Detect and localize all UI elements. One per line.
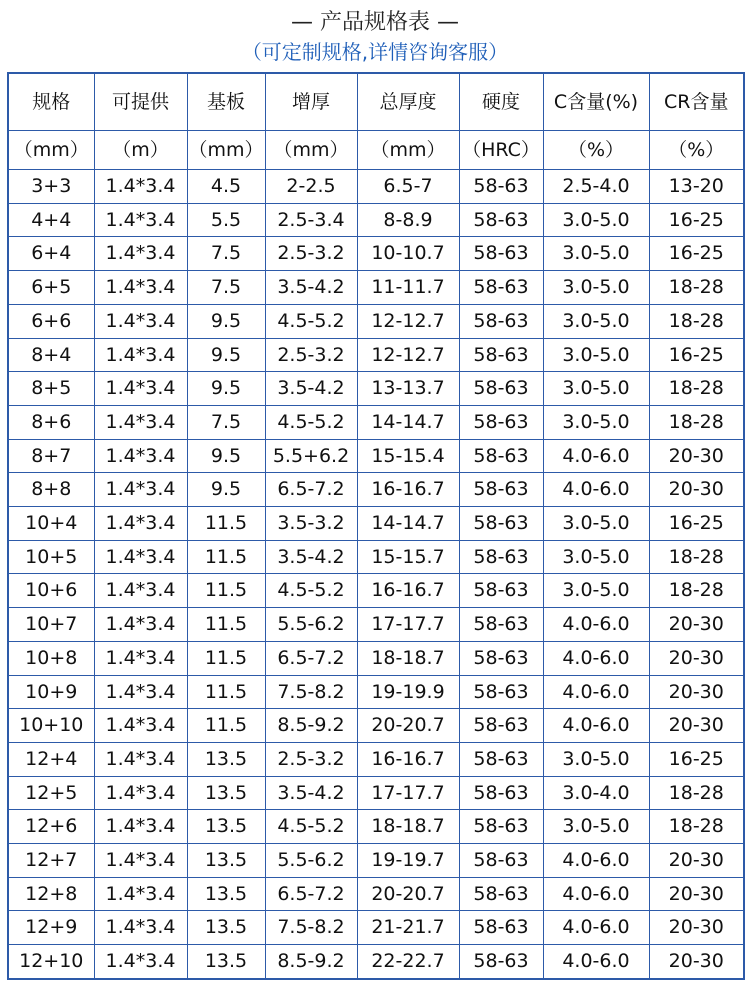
column-header-base-plate: 基板 xyxy=(187,73,265,131)
cell-chromium: 20-30 xyxy=(649,641,744,675)
cell-overlay: 4.5-5.2 xyxy=(265,810,357,844)
cell-total-thickness: 19-19.9 xyxy=(357,675,459,709)
cell-base-plate: 9.5 xyxy=(187,473,265,507)
cell-available: 1.4*3.4 xyxy=(94,810,187,844)
cell-total-thickness: 10-10.7 xyxy=(357,237,459,271)
cell-base-plate: 7.5 xyxy=(187,405,265,439)
cell-total-thickness: 16-16.7 xyxy=(357,574,459,608)
cell-overlay: 4.5-5.2 xyxy=(265,574,357,608)
cell-base-plate: 9.5 xyxy=(187,338,265,372)
cell-available: 1.4*3.4 xyxy=(94,709,187,743)
cell-available: 1.4*3.4 xyxy=(94,574,187,608)
cell-spec: 8+5 xyxy=(8,372,94,406)
cell-hardness: 58-63 xyxy=(459,844,543,878)
cell-hardness: 58-63 xyxy=(459,540,543,574)
cell-hardness: 58-63 xyxy=(459,170,543,204)
table-row xyxy=(8,844,744,878)
cell-available: 1.4*3.4 xyxy=(94,608,187,642)
cell-chromium: 16-25 xyxy=(649,237,744,271)
cell-chromium: 13-20 xyxy=(649,170,744,204)
cell-chromium: 16-25 xyxy=(649,338,744,372)
cell-hardness: 58-63 xyxy=(459,439,543,473)
unit-chromium: （%） xyxy=(649,131,744,170)
cell-chromium: 18-28 xyxy=(649,304,744,338)
cell-chromium: 16-25 xyxy=(649,203,744,237)
cell-carbon: 3.0-5.0 xyxy=(543,304,649,338)
cell-total-thickness: 15-15.4 xyxy=(357,439,459,473)
cell-carbon: 3.0-5.0 xyxy=(543,372,649,406)
cell-hardness: 58-63 xyxy=(459,810,543,844)
cell-spec: 6+4 xyxy=(8,237,94,271)
cell-overlay: 8.5-9.2 xyxy=(265,945,357,979)
cell-spec: 12+6 xyxy=(8,810,94,844)
cell-hardness: 58-63 xyxy=(459,304,543,338)
cell-carbon: 4.0-6.0 xyxy=(543,945,649,979)
cell-spec: 10+4 xyxy=(8,507,94,541)
cell-total-thickness: 13-13.7 xyxy=(357,372,459,406)
unit-base-plate: （mm） xyxy=(187,131,265,170)
cell-spec: 6+6 xyxy=(8,304,94,338)
cell-chromium: 18-28 xyxy=(649,405,744,439)
cell-spec: 6+5 xyxy=(8,271,94,305)
cell-available: 1.4*3.4 xyxy=(94,507,187,541)
table-row xyxy=(8,540,744,574)
cell-spec: 12+7 xyxy=(8,844,94,878)
column-header-total-thickness: 总厚度 xyxy=(357,73,459,131)
cell-carbon: 4.0-6.0 xyxy=(543,439,649,473)
cell-available: 1.4*3.4 xyxy=(94,675,187,709)
cell-overlay: 6.5-7.2 xyxy=(265,473,357,507)
cell-overlay: 2.5-3.2 xyxy=(265,742,357,776)
cell-available: 1.4*3.4 xyxy=(94,877,187,911)
cell-carbon: 4.0-6.0 xyxy=(543,877,649,911)
table-row xyxy=(8,338,744,372)
cell-carbon: 3.0-5.0 xyxy=(543,203,649,237)
cell-base-plate: 11.5 xyxy=(187,641,265,675)
unit-overlay: （mm） xyxy=(265,131,357,170)
cell-total-thickness: 12-12.7 xyxy=(357,338,459,372)
cell-base-plate: 13.5 xyxy=(187,911,265,945)
cell-hardness: 58-63 xyxy=(459,911,543,945)
cell-spec: 12+9 xyxy=(8,911,94,945)
spec-table-body xyxy=(8,170,744,979)
cell-total-thickness: 6.5-7 xyxy=(357,170,459,204)
cell-spec: 10+7 xyxy=(8,608,94,642)
cell-available: 1.4*3.4 xyxy=(94,945,187,979)
table-row xyxy=(8,608,744,642)
column-header-spec: 规格 xyxy=(8,73,94,131)
table-row xyxy=(8,170,744,204)
cell-available: 1.4*3.4 xyxy=(94,170,187,204)
cell-hardness: 58-63 xyxy=(459,237,543,271)
column-header-available: 可提供 xyxy=(94,73,187,131)
cell-chromium: 20-30 xyxy=(649,877,744,911)
table-row xyxy=(8,304,744,338)
cell-carbon: 3.0-5.0 xyxy=(543,742,649,776)
cell-chromium: 20-30 xyxy=(649,473,744,507)
unit-available: （m） xyxy=(94,131,187,170)
cell-carbon: 4.0-6.0 xyxy=(543,675,649,709)
cell-base-plate: 13.5 xyxy=(187,742,265,776)
cell-base-plate: 11.5 xyxy=(187,574,265,608)
cell-overlay: 2-2.5 xyxy=(265,170,357,204)
cell-chromium: 20-30 xyxy=(649,945,744,979)
table-row xyxy=(8,709,744,743)
cell-spec: 10+9 xyxy=(8,675,94,709)
cell-carbon: 4.0-6.0 xyxy=(543,641,649,675)
cell-chromium: 18-28 xyxy=(649,574,744,608)
cell-carbon: 4.0-6.0 xyxy=(543,709,649,743)
cell-spec: 8+8 xyxy=(8,473,94,507)
cell-available: 1.4*3.4 xyxy=(94,338,187,372)
table-row xyxy=(8,911,744,945)
cell-chromium: 20-30 xyxy=(649,709,744,743)
table-row xyxy=(8,675,744,709)
cell-overlay: 8.5-9.2 xyxy=(265,709,357,743)
table-row xyxy=(8,507,744,541)
cell-spec: 12+10 xyxy=(8,945,94,979)
cell-spec: 10+10 xyxy=(8,709,94,743)
unit-spec: （mm） xyxy=(8,131,94,170)
cell-overlay: 7.5-8.2 xyxy=(265,911,357,945)
cell-carbon: 4.0-6.0 xyxy=(543,608,649,642)
cell-total-thickness: 17-17.7 xyxy=(357,776,459,810)
cell-hardness: 58-63 xyxy=(459,608,543,642)
cell-carbon: 3.0-4.0 xyxy=(543,776,649,810)
cell-spec: 8+4 xyxy=(8,338,94,372)
cell-hardness: 58-63 xyxy=(459,507,543,541)
cell-base-plate: 7.5 xyxy=(187,271,265,305)
cell-hardness: 58-63 xyxy=(459,271,543,305)
cell-overlay: 5.5+6.2 xyxy=(265,439,357,473)
cell-spec: 12+8 xyxy=(8,877,94,911)
cell-base-plate: 11.5 xyxy=(187,507,265,541)
cell-spec: 10+8 xyxy=(8,641,94,675)
cell-overlay: 2.5-3.2 xyxy=(265,338,357,372)
table-row xyxy=(8,271,744,305)
cell-overlay: 3.5-3.2 xyxy=(265,507,357,541)
cell-total-thickness: 16-16.7 xyxy=(357,473,459,507)
spec-table-header xyxy=(8,73,744,170)
cell-spec: 8+6 xyxy=(8,405,94,439)
table-row xyxy=(8,877,744,911)
cell-available: 1.4*3.4 xyxy=(94,844,187,878)
cell-base-plate: 13.5 xyxy=(187,945,265,979)
cell-available: 1.4*3.4 xyxy=(94,203,187,237)
cell-carbon: 3.0-5.0 xyxy=(543,338,649,372)
cell-base-plate: 4.5 xyxy=(187,170,265,204)
cell-chromium: 20-30 xyxy=(649,439,744,473)
cell-overlay: 2.5-3.4 xyxy=(265,203,357,237)
cell-carbon: 4.0-6.0 xyxy=(543,844,649,878)
cell-available: 1.4*3.4 xyxy=(94,237,187,271)
table-row xyxy=(8,405,744,439)
table-row xyxy=(8,641,744,675)
cell-hardness: 58-63 xyxy=(459,203,543,237)
cell-total-thickness: 21-21.7 xyxy=(357,911,459,945)
cell-available: 1.4*3.4 xyxy=(94,271,187,305)
cell-available: 1.4*3.4 xyxy=(94,540,187,574)
cell-spec: 12+4 xyxy=(8,742,94,776)
table-row xyxy=(8,237,744,271)
cell-available: 1.4*3.4 xyxy=(94,473,187,507)
cell-total-thickness: 18-18.7 xyxy=(357,810,459,844)
cell-spec: 3+3 xyxy=(8,170,94,204)
cell-hardness: 58-63 xyxy=(459,945,543,979)
cell-available: 1.4*3.4 xyxy=(94,641,187,675)
table-row xyxy=(8,203,744,237)
cell-available: 1.4*3.4 xyxy=(94,776,187,810)
cell-total-thickness: 16-16.7 xyxy=(357,742,459,776)
column-header-overlay: 增厚 xyxy=(265,73,357,131)
cell-chromium: 20-30 xyxy=(649,675,744,709)
cell-hardness: 58-63 xyxy=(459,709,543,743)
table-row xyxy=(8,742,744,776)
cell-chromium: 20-30 xyxy=(649,911,744,945)
table-row xyxy=(8,439,744,473)
cell-carbon: 4.0-6.0 xyxy=(543,473,649,507)
cell-spec: 10+5 xyxy=(8,540,94,574)
cell-chromium: 16-25 xyxy=(649,507,744,541)
cell-base-plate: 13.5 xyxy=(187,810,265,844)
cell-overlay: 7.5-8.2 xyxy=(265,675,357,709)
page-title: — 产品规格表 — xyxy=(291,10,459,35)
cell-base-plate: 5.5 xyxy=(187,203,265,237)
cell-overlay: 6.5-7.2 xyxy=(265,641,357,675)
table-row xyxy=(8,945,744,979)
cell-base-plate: 7.5 xyxy=(187,237,265,271)
cell-carbon: 3.0-5.0 xyxy=(543,507,649,541)
cell-spec: 4+4 xyxy=(8,203,94,237)
cell-available: 1.4*3.4 xyxy=(94,405,187,439)
cell-base-plate: 13.5 xyxy=(187,877,265,911)
cell-hardness: 58-63 xyxy=(459,742,543,776)
cell-chromium: 18-28 xyxy=(649,372,744,406)
cell-total-thickness: 14-14.7 xyxy=(357,405,459,439)
cell-base-plate: 11.5 xyxy=(187,675,265,709)
cell-total-thickness: 18-18.7 xyxy=(357,641,459,675)
unit-hardness: （HRC） xyxy=(459,131,543,170)
cell-hardness: 58-63 xyxy=(459,675,543,709)
cell-overlay: 3.5-4.2 xyxy=(265,372,357,406)
cell-base-plate: 13.5 xyxy=(187,776,265,810)
cell-chromium: 18-28 xyxy=(649,271,744,305)
cell-carbon: 3.0-5.0 xyxy=(543,574,649,608)
table-row xyxy=(8,473,744,507)
cell-carbon: 3.0-5.0 xyxy=(543,540,649,574)
cell-carbon: 3.0-5.0 xyxy=(543,271,649,305)
cell-chromium: 20-30 xyxy=(649,844,744,878)
cell-available: 1.4*3.4 xyxy=(94,911,187,945)
cell-available: 1.4*3.4 xyxy=(94,439,187,473)
unit-total-thickness: （mm） xyxy=(357,131,459,170)
table-row xyxy=(8,372,744,406)
cell-overlay: 3.5-4.2 xyxy=(265,540,357,574)
cell-overlay: 3.5-4.2 xyxy=(265,271,357,305)
cell-carbon: 3.0-5.0 xyxy=(543,405,649,439)
table-row xyxy=(8,574,744,608)
cell-total-thickness: 20-20.7 xyxy=(357,877,459,911)
cell-base-plate: 13.5 xyxy=(187,844,265,878)
cell-total-thickness: 11-11.7 xyxy=(357,271,459,305)
cell-hardness: 58-63 xyxy=(459,338,543,372)
cell-chromium: 18-28 xyxy=(649,540,744,574)
cell-total-thickness: 19-19.7 xyxy=(357,844,459,878)
cell-available: 1.4*3.4 xyxy=(94,372,187,406)
cell-spec: 12+5 xyxy=(8,776,94,810)
cell-total-thickness: 12-12.7 xyxy=(357,304,459,338)
cell-hardness: 58-63 xyxy=(459,405,543,439)
column-header-carbon: C含量(%) xyxy=(543,73,649,131)
cell-carbon: 4.0-6.0 xyxy=(543,911,649,945)
cell-overlay: 5.5-6.2 xyxy=(265,844,357,878)
unit-carbon: （%） xyxy=(543,131,649,170)
column-header-hardness: 硬度 xyxy=(459,73,543,131)
cell-hardness: 58-63 xyxy=(459,641,543,675)
cell-overlay: 6.5-7.2 xyxy=(265,877,357,911)
cell-hardness: 58-63 xyxy=(459,372,543,406)
cell-total-thickness: 8-8.9 xyxy=(357,203,459,237)
cell-overlay: 2.5-3.2 xyxy=(265,237,357,271)
cell-overlay: 4.5-5.2 xyxy=(265,405,357,439)
cell-overlay: 5.5-6.2 xyxy=(265,608,357,642)
column-header-row xyxy=(8,73,744,131)
table-row xyxy=(8,810,744,844)
cell-chromium: 18-28 xyxy=(649,810,744,844)
cell-chromium: 16-25 xyxy=(649,742,744,776)
cell-carbon: 3.0-5.0 xyxy=(543,810,649,844)
cell-total-thickness: 20-20.7 xyxy=(357,709,459,743)
cell-total-thickness: 14-14.7 xyxy=(357,507,459,541)
cell-chromium: 18-28 xyxy=(649,776,744,810)
cell-hardness: 58-63 xyxy=(459,877,543,911)
cell-hardness: 58-63 xyxy=(459,776,543,810)
cell-hardness: 58-63 xyxy=(459,574,543,608)
cell-total-thickness: 17-17.7 xyxy=(357,608,459,642)
cell-available: 1.4*3.4 xyxy=(94,304,187,338)
table-row xyxy=(8,776,744,810)
cell-spec: 10+6 xyxy=(8,574,94,608)
cell-overlay: 3.5-4.2 xyxy=(265,776,357,810)
cell-carbon: 3.0-5.0 xyxy=(543,237,649,271)
spec-table xyxy=(7,72,745,980)
unit-row xyxy=(8,131,744,170)
cell-total-thickness: 15-15.7 xyxy=(357,540,459,574)
cell-base-plate: 9.5 xyxy=(187,304,265,338)
cell-base-plate: 11.5 xyxy=(187,540,265,574)
cell-total-thickness: 22-22.7 xyxy=(357,945,459,979)
cell-chromium: 20-30 xyxy=(649,608,744,642)
cell-base-plate: 11.5 xyxy=(187,709,265,743)
page-subtitle: （可定制规格,详情咨询客服） xyxy=(241,40,509,64)
cell-overlay: 4.5-5.2 xyxy=(265,304,357,338)
cell-available: 1.4*3.4 xyxy=(94,742,187,776)
cell-base-plate: 9.5 xyxy=(187,372,265,406)
cell-carbon: 2.5-4.0 xyxy=(543,170,649,204)
cell-spec: 8+7 xyxy=(8,439,94,473)
cell-base-plate: 9.5 xyxy=(187,439,265,473)
cell-base-plate: 11.5 xyxy=(187,608,265,642)
cell-hardness: 58-63 xyxy=(459,473,543,507)
column-header-chromium: CR含量 xyxy=(649,73,744,131)
